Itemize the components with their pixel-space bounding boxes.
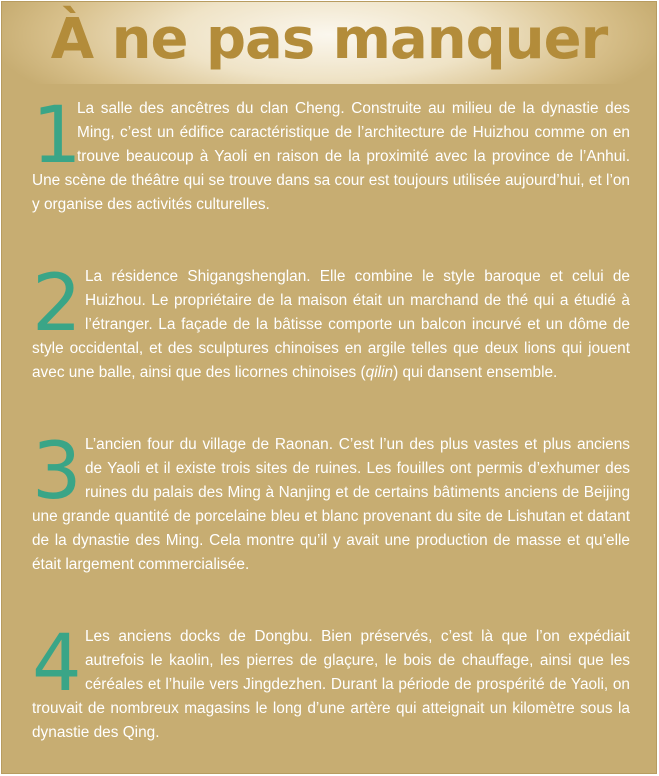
page-title: À ne pas manquer (50, 7, 608, 72)
item-text: Les anciens docks de Dongbu. Bien préservés, c’est là que l’on expédiait autrefois le kaolin, les pierres de glaçure, le bois de chauffage, ainsi que les céréales et l’huile vers Jingdezhen. Durant la période de prospérité de Yaoli, on trouvait de nombreux magasins le long d’une artère qui atteignait un kilomètre sous la dynastie des Qing. (32, 628, 630, 742)
item-number: 4 (32, 619, 82, 709)
item-text-end: ) qui dansent ensemble. (393, 364, 558, 382)
list-item-2 (32, 259, 630, 385)
item-text: La salle des ancêtres du clan Cheng. Construite au milieu de la dynastie des Ming, c’est un édifice caractéristique de l’architecture de Huizhou comme on en trouve beaucoup à Yaoli en raison de la proximité avec la province de l’Anhui. Une scène de théâtre qui se trouve dans sa cour est toujours utilisée aujourd’hui, et l’on y organise des activités culturelles. (32, 100, 630, 214)
list-item-1 (32, 91, 630, 217)
list-item-3 (32, 427, 630, 578)
list-item-4 (32, 619, 630, 745)
item-text: L’ancien four du village de Raonan. C’est l’un des plus vastes et plus anciens de Yaoli et il existe trois sites de ruines. Les fouilles ont permis d’exhumer des ruines du palais des Ming à Nanjing et de certains bâtiments anciens de Beijing une grande quantité de porcelaine bleu et blanc provenant du site de Lishutan et datant de la dynastie des Ming. Cela montre qu’il y avait une production de masse et qu’elle était largement commercialisée. (32, 436, 630, 574)
item-number: 1 (32, 91, 82, 181)
item-number: 2 (32, 259, 82, 349)
item-text-italic: qilin (365, 364, 394, 382)
item-text: La résidence Shigangshenglan. Elle combine le style baroque et celui de Huizhou. Le propriétaire de la maison était un marchand de thé qui a étudié à l’étranger. La façade de la bâtisse comporte un balcon incurvé et un dôme de style occidental, et des sculptures chinoises en argile telles que deux lions qui jouent avec une balle, ainsi que des licornes chinoises ( (32, 268, 630, 382)
info-panel (1, 1, 657, 774)
item-number: 3 (32, 427, 82, 517)
